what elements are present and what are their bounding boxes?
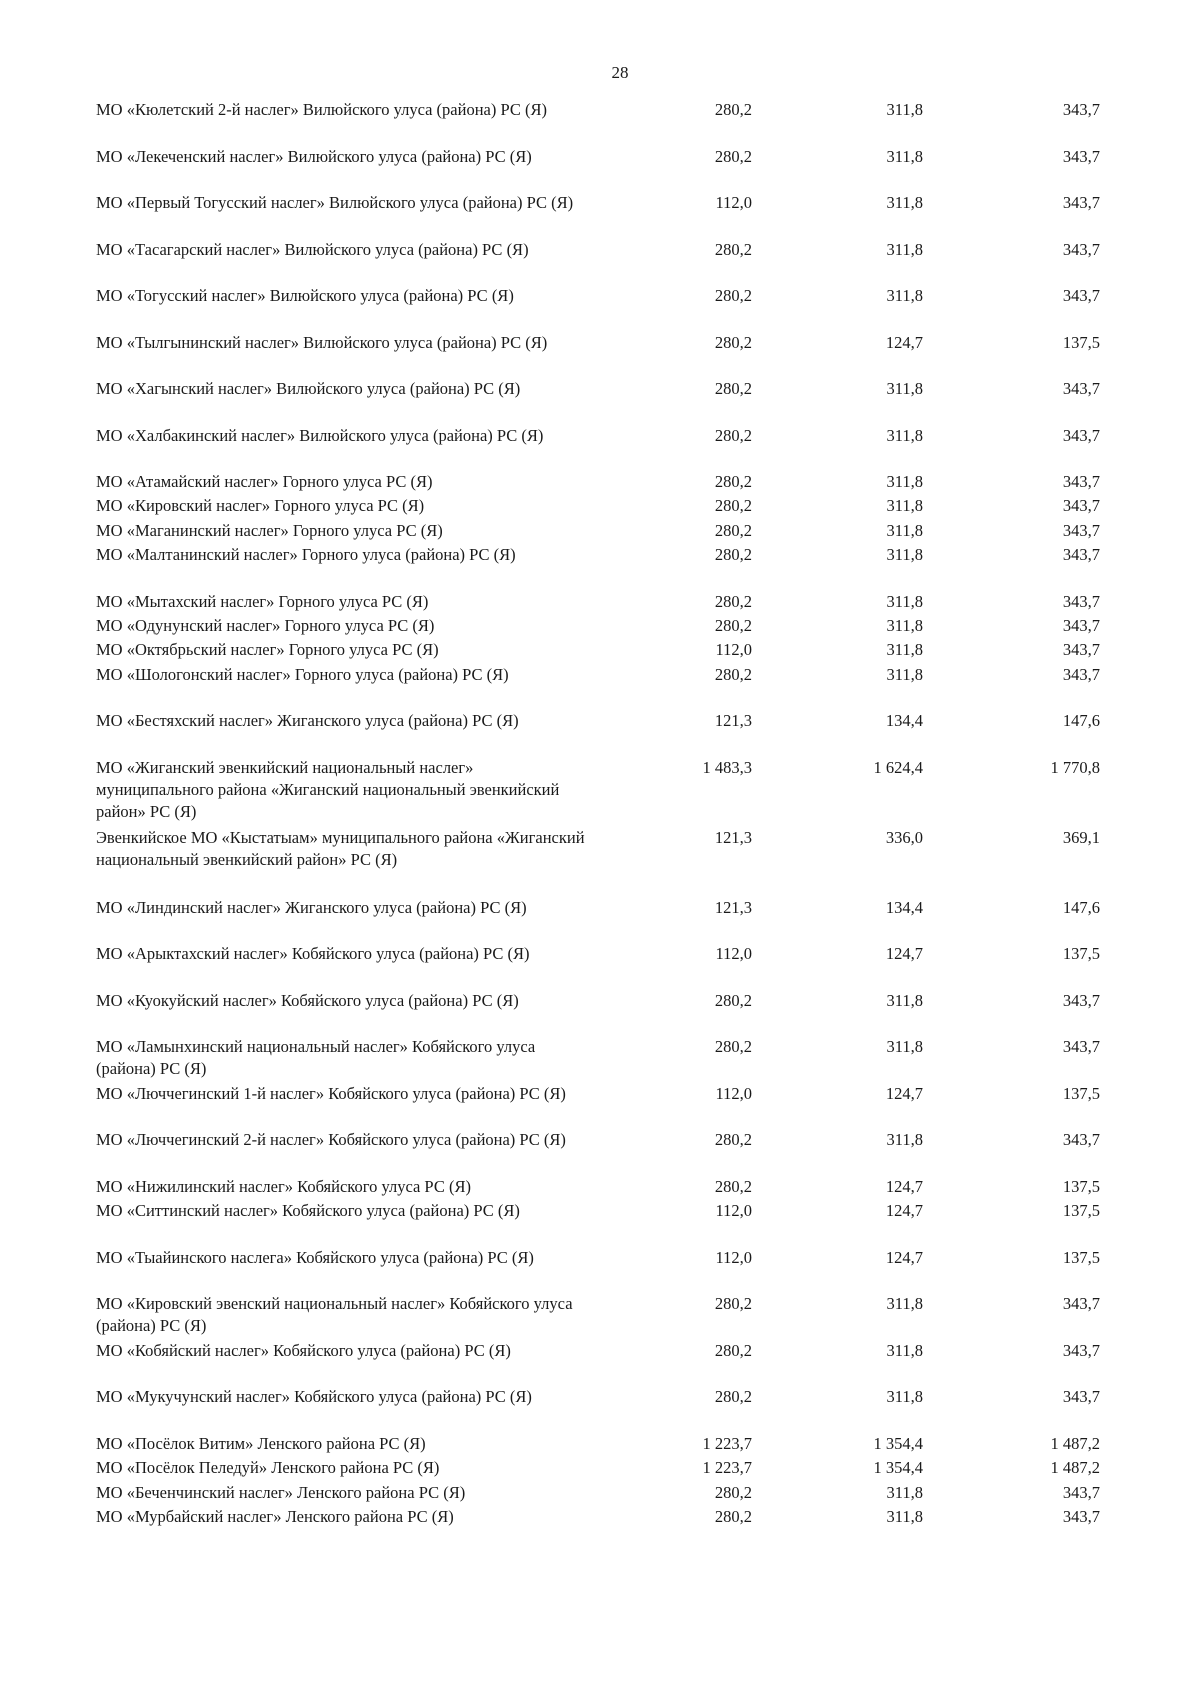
municipality-name: МО «Мурбайский наслег» Ленского района РС (Я): [96, 1506, 454, 1526]
table-row: [96, 1129, 1116, 1176]
municipality-name: МО «Арыктахский наслег» Кобяйского улуса (района) РС (Я): [96, 944, 530, 964]
table-row: [96, 332, 1116, 379]
table-row: [96, 710, 1116, 757]
table-row: [96, 639, 1116, 663]
value-col-1: 280,2: [714, 545, 752, 565]
value-col-2: 124,7: [885, 332, 923, 352]
table-row: [96, 1293, 1116, 1340]
municipality-name: МО «Линдинский наслег» Жиганского улуса (района) РС (Я): [96, 897, 527, 917]
value-col-2: 311,8: [886, 1482, 923, 1502]
value-col-1: 280,2: [714, 332, 752, 352]
value-col-1: 112,0: [715, 1083, 752, 1103]
municipality-name: МО «Одунунский наслег» Горного улуса РС (Я): [96, 616, 435, 636]
value-col-3: 343,7: [1062, 472, 1100, 491]
value-col-1: 1 223,7: [702, 1458, 752, 1478]
value-col-2: 311,8: [886, 193, 923, 212]
table-row: [96, 1200, 1116, 1247]
value-col-3: 137,5: [1062, 944, 1100, 964]
table-row: [96, 664, 1116, 711]
value-col-2: 311,8: [886, 472, 923, 491]
municipality-name: МО «Куокуйский наслег» Кобяйского улуса (района) РС (Я): [96, 990, 519, 1010]
value-col-1: 112,0: [715, 944, 752, 964]
municipality-name: МО «Халбакинский наслег» Вилюйского улуса (района) РС (Я): [96, 425, 544, 445]
value-col-2: 311,8: [886, 100, 923, 119]
table-row: [96, 471, 1116, 495]
value-col-2: 311,8: [886, 146, 923, 166]
value-col-3: 1 770,8: [1050, 757, 1100, 777]
municipality-name: МО «Кобяйский наслег» Кобяйского улуса (района) РС (Я): [96, 1340, 511, 1360]
value-col-2: 134,4: [885, 897, 923, 917]
table-row: [96, 757, 1116, 827]
value-col-2: 311,8: [886, 1506, 923, 1526]
value-col-2: 311,8: [886, 239, 923, 259]
value-col-1: 280,2: [714, 591, 752, 611]
value-col-1: 121,3: [714, 827, 752, 847]
table-row: [96, 425, 1116, 472]
value-col-3: 147,6: [1062, 897, 1100, 917]
value-col-1: 280,2: [714, 1037, 752, 1057]
value-col-2: 311,8: [886, 1130, 923, 1150]
value-col-2: 134,4: [885, 711, 923, 731]
value-col-3: 137,5: [1062, 1201, 1100, 1221]
municipality-name: МО «Октябрьский наслег» Горного улуса РС (Я): [96, 640, 439, 660]
table-row: [96, 591, 1116, 615]
value-col-2: 124,7: [885, 1176, 923, 1196]
value-col-3: 137,5: [1062, 1176, 1100, 1196]
value-col-2: 311,8: [886, 496, 923, 516]
table-row: [96, 239, 1116, 286]
value-col-3: 343,7: [1062, 1130, 1100, 1150]
value-col-3: 343,7: [1062, 286, 1100, 305]
municipality-name: МО «Бестяхский наслег» Жиганского улуса (района) РС (Я): [96, 711, 519, 731]
value-col-3: 343,7: [1062, 1340, 1100, 1360]
table-row: [96, 943, 1116, 990]
table-row: [96, 1036, 1116, 1083]
value-col-1: 280,2: [714, 1176, 752, 1196]
table-row: [96, 146, 1116, 193]
municipality-name: МО «Лекеченский наслег» Вилюйского улуса (района) РС (Я): [96, 146, 532, 166]
value-col-1: 280,2: [714, 286, 752, 305]
value-col-3: 1 487,2: [1050, 1458, 1100, 1478]
value-col-3: 343,7: [1062, 990, 1100, 1010]
value-col-3: 343,7: [1062, 616, 1100, 636]
municipality-name: МО «Первый Тогусский наслег» Вилюйского улуса (района) РС (Я): [96, 193, 574, 212]
value-col-1: 121,3: [714, 711, 752, 731]
value-col-2: 311,8: [886, 616, 923, 636]
value-col-3: 343,7: [1062, 591, 1100, 611]
value-col-3: 369,1: [1062, 827, 1100, 847]
table-row: [96, 99, 1116, 146]
value-col-3: 343,7: [1062, 1294, 1100, 1314]
value-col-1: 280,2: [714, 496, 752, 516]
municipality-name: МО «Маганинский наслег» Горного улуса РС (Я): [96, 520, 443, 540]
municipality-name: МО «Посёлок Витим» Ленского района РС (Я): [96, 1433, 426, 1453]
value-col-3: 343,7: [1062, 496, 1100, 516]
value-col-1: 280,2: [714, 239, 752, 259]
value-col-1: 280,2: [714, 1294, 752, 1314]
value-col-3: 343,7: [1062, 1482, 1100, 1502]
value-col-3: 343,7: [1062, 1506, 1100, 1526]
value-col-2: 311,8: [886, 990, 923, 1010]
value-col-1: 280,2: [714, 1130, 752, 1150]
value-col-2: 124,7: [885, 1247, 923, 1267]
value-col-2: 311,8: [886, 1037, 923, 1057]
municipality-name: МО «Ламынхинский национальный наслег» Кобяйского улуса (района) РС (Я): [96, 1037, 536, 1079]
value-col-3: 343,7: [1062, 1037, 1100, 1057]
value-col-1: 280,2: [714, 146, 752, 166]
page-number: 28: [611, 63, 629, 82]
table-row: [96, 1176, 1116, 1200]
data-table: [96, 99, 1116, 1530]
table-row: [96, 1340, 1116, 1387]
table-row: [96, 285, 1116, 332]
value-col-2: 311,8: [886, 591, 923, 611]
value-col-3: 343,7: [1062, 664, 1100, 684]
value-col-3: 343,7: [1062, 545, 1100, 565]
municipality-name: МО «Кировский эвенский национальный наслег» Кобяйского улуса (района) РС (Я): [96, 1294, 573, 1336]
value-col-2: 124,7: [885, 1201, 923, 1221]
municipality-name: МО «Нижилинский наслег» Кобяйского улуса РС (Я): [96, 1176, 471, 1196]
value-col-2: 311,8: [886, 425, 923, 445]
value-col-2: 311,8: [886, 1340, 923, 1360]
municipality-name: МО «Беченчинский наслег» Ленского района РС (Я): [96, 1482, 466, 1502]
value-col-3: 343,7: [1062, 100, 1100, 119]
value-col-3: 137,5: [1062, 1247, 1100, 1267]
value-col-3: 343,7: [1062, 425, 1100, 445]
value-col-1: 280,2: [714, 1482, 752, 1502]
value-col-2: 311,8: [886, 640, 923, 660]
municipality-name: Эвенкийское МО «Кыстатыам» муниципального района «Жиганский национальный эвенкийский район» РС (Я): [96, 827, 585, 869]
value-col-3: 137,5: [1062, 332, 1100, 352]
value-col-1: 280,2: [714, 1387, 752, 1407]
value-col-1: 280,2: [714, 664, 752, 684]
value-col-1: 280,2: [714, 1340, 752, 1360]
municipality-name: МО «Ситтинский наслег» Кобяйского улуса (района) РС (Я): [96, 1201, 520, 1221]
value-col-2: 311,8: [886, 1387, 923, 1407]
value-col-3: 137,5: [1062, 1083, 1100, 1103]
municipality-name: МО «Мукучунский наслег» Кобяйского улуса (района) РС (Я): [96, 1387, 532, 1407]
table-row: [96, 1247, 1116, 1294]
municipality-name: МО «Тыайинского наслега» Кобяйского улуса (района) РС (Я): [96, 1247, 534, 1267]
value-col-1: 1 483,3: [702, 757, 752, 777]
value-col-3: 343,7: [1062, 146, 1100, 166]
value-col-3: 343,7: [1062, 239, 1100, 259]
value-col-1: 112,0: [715, 640, 752, 660]
table-row: [96, 544, 1116, 591]
value-col-2: 311,8: [886, 520, 923, 540]
table-row: [96, 1482, 1116, 1506]
value-col-2: 311,8: [886, 286, 923, 305]
value-col-2: 1 624,4: [873, 757, 923, 777]
municipality-name: МО «Люччегинский 1-й наслег» Кобяйского улуса (района) РС (Я): [96, 1083, 566, 1103]
municipality-name: МО «Люччегинский 2-й наслег» Кобяйского улуса (района) РС (Я): [96, 1130, 566, 1150]
table-row: [96, 1386, 1116, 1433]
value-col-1: 121,3: [714, 897, 752, 917]
value-col-2: 124,7: [885, 944, 923, 964]
value-col-3: 343,7: [1062, 1387, 1100, 1407]
table-row: [96, 192, 1116, 239]
value-col-1: 280,2: [714, 100, 752, 119]
municipality-name: МО «Хагынский наслег» Вилюйского улуса (района) РС (Я): [96, 379, 521, 398]
value-col-2: 1 354,4: [873, 1433, 923, 1453]
table-row: [96, 897, 1116, 944]
table-row: [96, 1083, 1116, 1130]
value-col-1: 280,2: [714, 990, 752, 1010]
value-col-3: 343,7: [1062, 193, 1100, 212]
municipality-name: МО «Посёлок Пеледуй» Ленского района РС (Я): [96, 1458, 440, 1478]
municipality-name: МО «Тылгынинский наслег» Вилюйского улуса (района) РС (Я): [96, 332, 548, 352]
municipality-name: МО «Тасагарский наслег» Вилюйского улуса (района) РС (Я): [96, 239, 529, 259]
value-col-1: 280,2: [714, 472, 752, 491]
value-col-2: 311,8: [886, 1294, 923, 1314]
table-row: [96, 1457, 1116, 1481]
value-col-3: 147,6: [1062, 711, 1100, 731]
table-row: [96, 495, 1116, 519]
table-row: [96, 1506, 1116, 1530]
value-col-1: 112,0: [715, 1201, 752, 1221]
value-col-1: 280,2: [714, 425, 752, 445]
value-col-1: 280,2: [714, 379, 752, 398]
municipality-name: МО «Кировский наслег» Горного улуса РС (Я): [96, 496, 425, 516]
value-col-1: 112,0: [715, 1247, 752, 1267]
municipality-name: МО «Мытахский наслег» Горного улуса РС (Я): [96, 591, 429, 611]
municipality-name: МО «Тогусский наслег» Вилюйского улуса (района) РС (Я): [96, 286, 514, 305]
value-col-3: 343,7: [1062, 520, 1100, 540]
municipality-name: МО «Шологонский наслег» Горного улуса (района) РС (Я): [96, 664, 509, 684]
value-col-1: 280,2: [714, 1506, 752, 1526]
municipality-name: МО «Малтанинский наслег» Горного улуса (района) РС (Я): [96, 545, 516, 565]
table-row: [96, 378, 1116, 425]
value-col-1: 112,0: [715, 193, 752, 212]
value-col-2: 311,8: [886, 379, 923, 398]
value-col-3: 1 487,2: [1050, 1433, 1100, 1453]
value-col-3: 343,7: [1062, 640, 1100, 660]
value-col-1: 1 223,7: [702, 1433, 752, 1453]
table-row: [96, 615, 1116, 639]
value-col-1: 280,2: [714, 520, 752, 540]
table-row: [96, 990, 1116, 1037]
table-row: [96, 520, 1116, 544]
table-row: [96, 1433, 1116, 1457]
value-col-2: 311,8: [886, 545, 923, 565]
municipality-name: МО «Атамайский наслег» Горного улуса РС (Я): [96, 472, 433, 491]
value-col-2: 1 354,4: [873, 1458, 923, 1478]
value-col-3: 343,7: [1062, 379, 1100, 398]
table-row: [96, 827, 1116, 897]
municipality-name: МО «Кюлетский 2-й наслег» Вилюйского улуса (района) РС (Я): [96, 100, 547, 119]
value-col-2: 124,7: [885, 1083, 923, 1103]
value-col-1: 280,2: [714, 616, 752, 636]
municipality-name: МО «Жиганский эвенкийский национальный наслег» муниципального района «Жиганский национальный эвенкийский район» РС (Я): [96, 757, 560, 821]
value-col-2: 311,8: [886, 664, 923, 684]
value-col-2: 336,0: [885, 827, 923, 847]
